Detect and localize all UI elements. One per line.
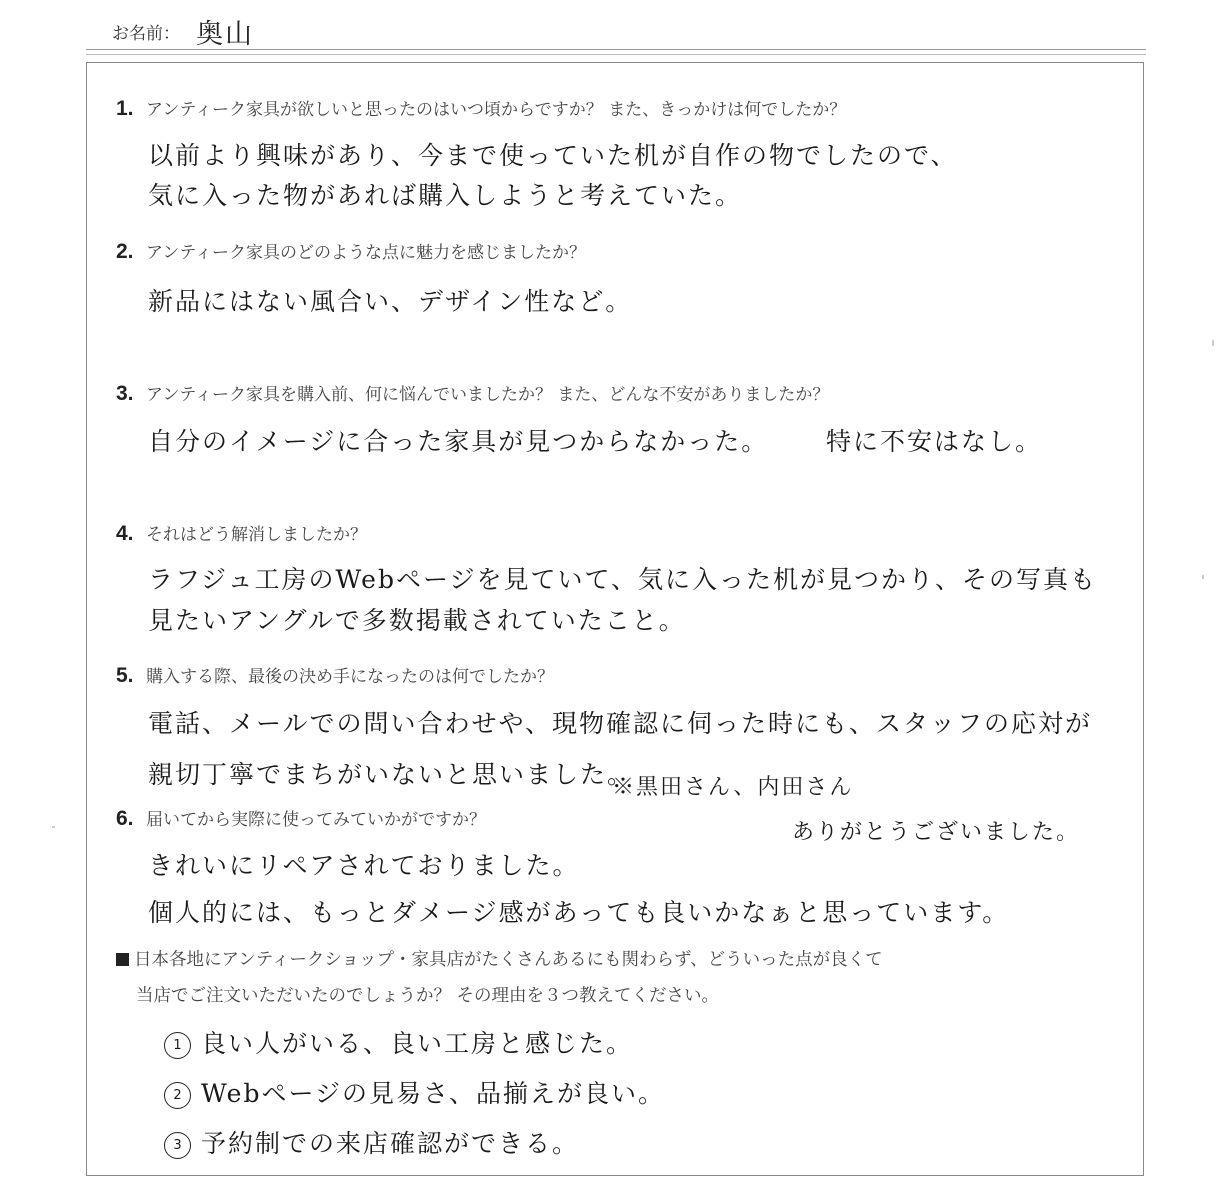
name-value: 奥山 <box>196 18 254 50</box>
name-row <box>112 14 254 48</box>
answer-6-line-1: きれいにリペアされておりました。 <box>148 851 580 880</box>
final-question-line-2: 当店でご注文いただいたのでしょうか？ その理由を３つ教えてください。 <box>136 986 720 1006</box>
answer-1-line-1: 以前より興味があり、今まで使っていた机が自作の物でしたので、 <box>148 141 958 170</box>
reason-text: 予約制での来店確認ができる。 <box>201 1129 580 1158</box>
answer-2-line-1: 新品にはない風合い、デザイン性など。 <box>148 287 633 316</box>
question-6 <box>116 805 486 831</box>
answer-3-line-1: 自分のイメージに合った家具が見つからなかった。 <box>148 427 769 456</box>
question-text: それはどう解消しましたか？ <box>146 525 367 545</box>
scan-mark <box>1212 340 1214 346</box>
answer-1-line-2: 気に入った物があれば購入しようと考えていた。 <box>148 181 743 210</box>
answer-5-line-1: 電話、メールでの問い合わせや、現物確認に伺った時にも、スタッフの応対が <box>148 709 1093 738</box>
question-number: 2. <box>116 240 134 263</box>
reason-1 <box>164 1024 633 1060</box>
answer-3-line-2: 特に不安はなし。 <box>826 427 1043 456</box>
question-text: アンティーク家具が欲しいと思ったのはいつ頃からですか？ また、きっかけは何でしたか？ <box>146 100 847 120</box>
final-question-line-1 <box>116 946 883 971</box>
question-number: 4. <box>116 522 134 545</box>
question-2 <box>116 238 586 264</box>
reason-text: 良い人がいる、良い工房と感じた。 <box>201 1029 634 1058</box>
answer-4-line-1: ラフジュ工房のWebページを見ていて、気に入った机が見つかり、その写真も <box>148 565 1097 594</box>
final-question-text-1: 日本各地にアンティークショップ・家具店がたくさんあるにも関わらず、どういった点が良くて <box>134 950 883 970</box>
question-text: 購入する際、最後の決め手になったのは何でしたか？ <box>146 667 554 687</box>
question-4 <box>116 520 367 546</box>
question-3 <box>116 380 829 406</box>
question-number: 3. <box>116 382 134 405</box>
circled-number: 3 <box>164 1132 191 1159</box>
question-1 <box>116 95 846 121</box>
reason-3 <box>164 1124 579 1160</box>
question-number: 5. <box>116 664 134 687</box>
answer-5-note-line-2: ありがとうございました。 <box>792 820 1081 845</box>
scan-mark <box>1202 575 1204 579</box>
question-5 <box>116 662 554 688</box>
reason-text: Webページの見易さ、品揃えが良い。 <box>201 1079 665 1108</box>
circled-number: 1 <box>164 1032 191 1059</box>
circled-number: 2 <box>164 1082 191 1109</box>
question-number: 1. <box>116 97 134 120</box>
name-label: お名前： <box>112 23 180 44</box>
scan-mark <box>52 826 55 828</box>
question-text: アンティーク家具を購入前、何に悩んでいましたか？ また、どんな不安がありましたか？ <box>146 385 830 405</box>
answer-4-line-2: 見たいアングルで多数掲載されていたこと。 <box>148 606 686 635</box>
answer-5-note-line-1: ※黒田さん、内田さん <box>612 775 854 800</box>
name-underline <box>86 49 1146 55</box>
question-text: 届いてから実際に使ってみていかがですか？ <box>146 810 486 830</box>
question-text: アンティーク家具のどのような点に魅力を感じましたか？ <box>146 243 586 263</box>
answer-5-line-2: 親切丁寧でまちがいないと思いました。 <box>148 760 635 789</box>
square-bullet-icon <box>116 953 129 966</box>
question-number: 6. <box>116 807 134 830</box>
reason-2 <box>164 1074 665 1110</box>
answer-6-line-2: 個人的には、もっとダメージ感があっても良いかなぁと思っています。 <box>148 898 1010 927</box>
